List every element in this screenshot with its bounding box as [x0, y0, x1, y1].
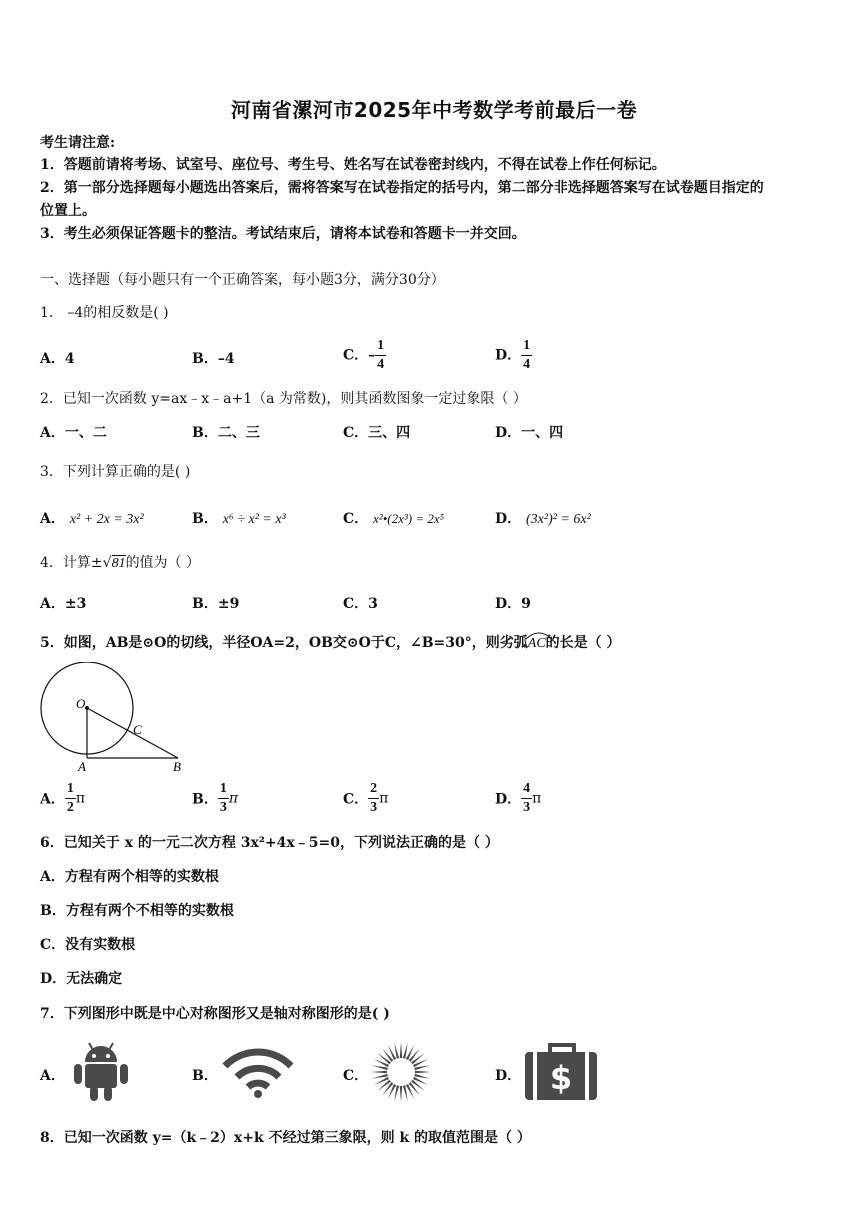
q1-option-a: A．4	[40, 351, 75, 367]
q5-option-a: A． $\frac{1}{2}$ π	[40, 781, 86, 815]
q5-option-b: B． $\frac{1}{3}$ π	[192, 781, 239, 815]
label-c: C	[133, 722, 142, 737]
sunburst-ray	[378, 1080, 391, 1091]
sunburst-ray	[400, 1042, 403, 1058]
sunburst-ray	[400, 1086, 403, 1102]
sunburst-ray	[409, 1082, 420, 1095]
sunburst-ray	[382, 1049, 393, 1062]
notice-item-1: 1．答题前请将考场、试室号、座位号、考生号、姓名写在试卷密封线内，不得在试卷上作任何标记。	[40, 157, 666, 173]
q6-option-a: A．方程有两个相等的实数根	[40, 869, 219, 885]
sunburst-ray	[415, 1071, 431, 1074]
q2-option-a: A．一、二	[40, 425, 107, 441]
briefcase-dollar-icon	[524, 1042, 600, 1102]
sunburst-ray	[372, 1065, 388, 1070]
q4-option-c: C．3	[343, 596, 378, 612]
sunburst-ray	[409, 1049, 420, 1062]
question-2-stem: 2．已知一次函数 y=ax﹣x﹣a+1（a 为常数)，则其函数图象一定过象限（ ）	[40, 391, 527, 407]
sunburst-ray	[372, 1074, 388, 1079]
q7-option-d: D．	[495, 1068, 522, 1084]
question-4-stem: 4．计算±√81的值为（ ）	[40, 555, 201, 571]
section-heading: 一、选择题（每小题只有一个正确答案，每小题3分，满分30分）	[40, 272, 445, 288]
android-icon	[72, 1040, 130, 1102]
label-b: B	[173, 759, 181, 774]
q5-geometry-figure	[38, 662, 190, 774]
q3-option-d: D． (3x²)² = 6x²	[495, 511, 591, 527]
q2-option-c: C．三、四	[343, 425, 411, 441]
q4-option-b: B．±9	[192, 596, 240, 612]
notice-heading: 考生请注意:	[40, 135, 116, 151]
q1-option-c: C．– $\frac{1}{4}$	[343, 338, 385, 372]
notice-item-2-cont: 位置上。	[40, 203, 96, 219]
sqrt-symbol: √	[102, 555, 112, 571]
dollar-sign: $	[549, 1059, 573, 1097]
question-5-stem: 5．如图，AB是⊙O的切线，半径OA=2，OB交⊙O于C，∠B=30°，则劣弧 AC的长是（ ）	[40, 632, 621, 652]
question-8-stem: 8．已知一次函数 y=（k﹣2）x+k 不经过第三象限，则 k 的取值范围是（ ）	[40, 1130, 531, 1146]
question-7-stem: 7．下列图形中既是中心对称图形又是轴对称图形的是( )	[40, 1006, 390, 1022]
sunburst-ray	[414, 1065, 430, 1070]
q6-option-d: D．无法确定	[40, 971, 123, 987]
sunburst-ray	[382, 1082, 393, 1095]
radicand: 81	[111, 556, 126, 571]
sunburst-ray	[394, 1085, 399, 1101]
label-a: A	[78, 759, 86, 774]
q3-option-a: A． x² + 2x = 3x²	[40, 511, 144, 527]
q4-option-d: D．9	[495, 596, 531, 612]
sunburst-ray	[378, 1053, 391, 1064]
notice-item-3: 3．考生必须保证答题卡的整洁。考试结束后，请将本试卷和答题卡一并交回。	[40, 226, 526, 242]
wifi-icon	[220, 1044, 296, 1098]
q1-option-d: D． $\frac{1}{4}$	[495, 338, 531, 372]
q3-option-b: B． x⁶ ÷ x² = x³	[192, 511, 286, 527]
q7-option-c: C．	[343, 1068, 369, 1084]
arc-symbol	[524, 630, 554, 640]
sunburst-icon	[368, 1040, 434, 1104]
sunburst-ray	[403, 1085, 408, 1101]
q3-option-c: C． x²•(2x³) = 2x⁵	[343, 511, 445, 527]
sunburst-ray	[411, 1080, 424, 1091]
q1-option-b: B．–4	[192, 351, 235, 367]
q4-option-a: A．±3	[40, 596, 87, 612]
sunburst-ray	[371, 1071, 387, 1074]
sunburst-ray	[403, 1043, 408, 1059]
q7-option-b: B．	[192, 1068, 218, 1084]
sunburst-ray	[394, 1043, 399, 1059]
notice-item-2: 2．第一部分选择题每小题选出答案后，需将答案写在试卷指定的括号内，第二部分非选择题答案写在试卷题目指定的	[40, 180, 764, 196]
q5-option-c: C． $\frac{2}{3}$ π	[343, 781, 389, 815]
q6-option-b: B．方程有两个不相等的实数根	[40, 903, 234, 919]
label-o: O	[76, 696, 86, 711]
q2-option-d: D．一、四	[495, 425, 564, 441]
center-dot	[85, 706, 89, 710]
arc-label: AC	[527, 636, 546, 651]
q7-option-a: A．	[40, 1068, 65, 1084]
question-1-stem: 1． –4的相反数是( )	[40, 305, 169, 321]
q5-option-d: D． $\frac{4}{3}$ π	[495, 781, 542, 815]
page-title: 河南省漯河市2025年中考数学考前最后一卷	[230, 98, 638, 122]
sunburst-ray	[411, 1053, 424, 1064]
sunburst-ray	[414, 1074, 430, 1079]
q2-option-b: B．二、三	[192, 425, 260, 441]
question-3-stem: 3．下列计算正确的是( )	[40, 464, 191, 480]
question-6-stem: 6．已知关于 x 的一元二次方程 3x²+4x﹣5=0，下列说法正确的是（ ）	[40, 835, 499, 851]
q6-option-c: C．没有实数根	[40, 937, 136, 953]
